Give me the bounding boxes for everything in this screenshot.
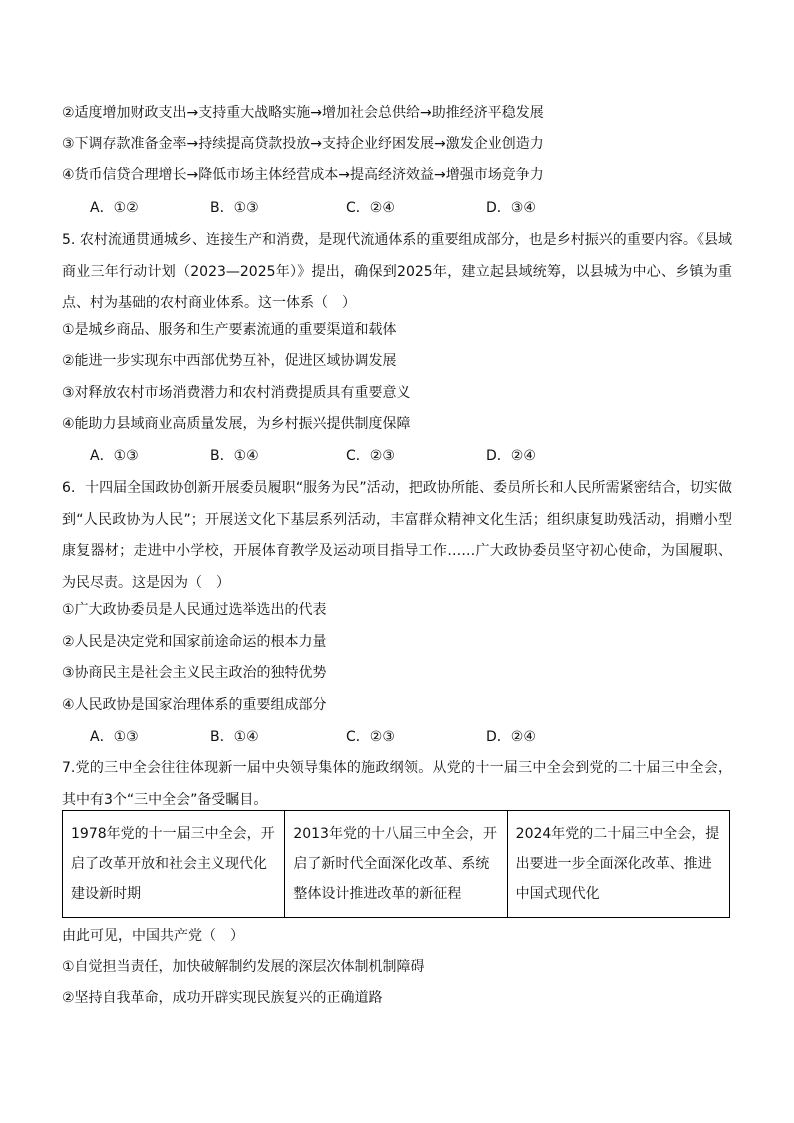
q5-item-4: ④能助力县域商业高质量发展，为乡村振兴提供制度保障 [62,416,411,432]
q4-item-4: ④货币信贷合理增长→降低市场主体经营成本→提高经济效益→增强市场竞争力 [62,167,544,183]
q7-plenum-table [62,810,730,918]
q4-option-a: A．①② [90,200,139,216]
q4-item-2: ②适度增加财政支出→支持重大战略实施→增加社会总供给→助推经济平稳发展 [62,105,544,121]
q7-item-1: ①自觉担当责任，加快破解制约发展的深层次体制机制障碍 [62,959,425,975]
q6-option-b: B．①④ [210,729,259,745]
q7-stem: 7.党的三中全会往往体现新一届中央领导集体的施政纲领。从党的十一届三中全会到党的二十届三中全会，其中有3个“三中全会”备受瞩目。 [62,760,732,808]
q6-item-2: ②人民是决定党和国家前途命运的根本力量 [62,634,327,650]
q7-item-2: ②坚持自我革命，成功开辟实现民族复兴的正确道路 [62,990,383,1006]
q6-item-1: ①广大政协委员是人民通过选举选出的代表 [62,602,327,618]
q6-item-4: ④人民政协是国家治理体系的重要组成部分 [62,697,327,713]
q4-option-d: D．③④ [486,200,536,216]
q5-item-3: ③对释放农村市场消费潜力和农村消费提质具有重要意义 [62,385,411,401]
q5-item-1: ①是城乡商品、服务和生产要素流通的重要渠道和载体 [62,322,397,338]
q6-stem: 6．十四届全国政协创新开展委员履职“服务为民”活动，把政协所能、委员所长和人民所需紧密结合，切实做到“人民政协为人民”；开展送文化下基层系列活动，丰富群众精神文化生活；组织康复助残活动，捐赠小型康复器材；走进中小学校，开展体育教学及运动项目指导工作……广大政协委员坚守初心使命，为国履职、为民尽责。这是因为（ ） [62,480,732,591]
q5-stem: 5. 农村流通贯通城乡、连接生产和消费，是现代流通体系的重要组成部分，也是乡村振兴的重要内容。《县域商业三年行动计划（2023—2025年）》提出，确保到2025年，建立起县域统筹，以县城为中心、乡镇为重点、村为基础的农村商业体系。这一体系（ ） [62,232,732,311]
q4-option-c: C．②④ [346,200,395,216]
q6-option-a: A．①③ [90,729,139,745]
table-cell-2024: 2024年党的二十届三中全会，提出要进一步全面深化改革、推进中国式现代化 [507,811,729,918]
table-row [63,811,730,918]
q6-item-3: ③协商民主是社会主义民主政治的独特优势 [62,665,327,681]
q6-option-d: D．②④ [486,729,536,745]
q5-option-b: B．①④ [210,448,259,464]
q5-option-a: A．①③ [90,448,139,464]
q4-option-b: B．①③ [210,200,259,216]
q7-question: 由此可见，中国共产党（ ） [62,928,244,944]
q6-option-c: C．②③ [346,729,395,745]
q4-item-3: ③下调存款准备金率→持续提高贷款投放→支持企业纾困发展→激发企业创造力 [62,136,544,152]
table-cell-2013: 2013年党的十八届三中全会，开启了新时代全面深化改革、系统整体设计推进改革的新征程 [285,811,507,918]
q5-option-d: D．②④ [486,448,536,464]
q5-item-2: ②能进一步实现东中西部优势互补，促进区域协调发展 [62,353,397,369]
q5-option-c: C．②③ [346,448,395,464]
table-cell-1978: 1978年党的十一届三中全会，开启了改革开放和社会主义现代化建设新时期 [63,811,285,918]
